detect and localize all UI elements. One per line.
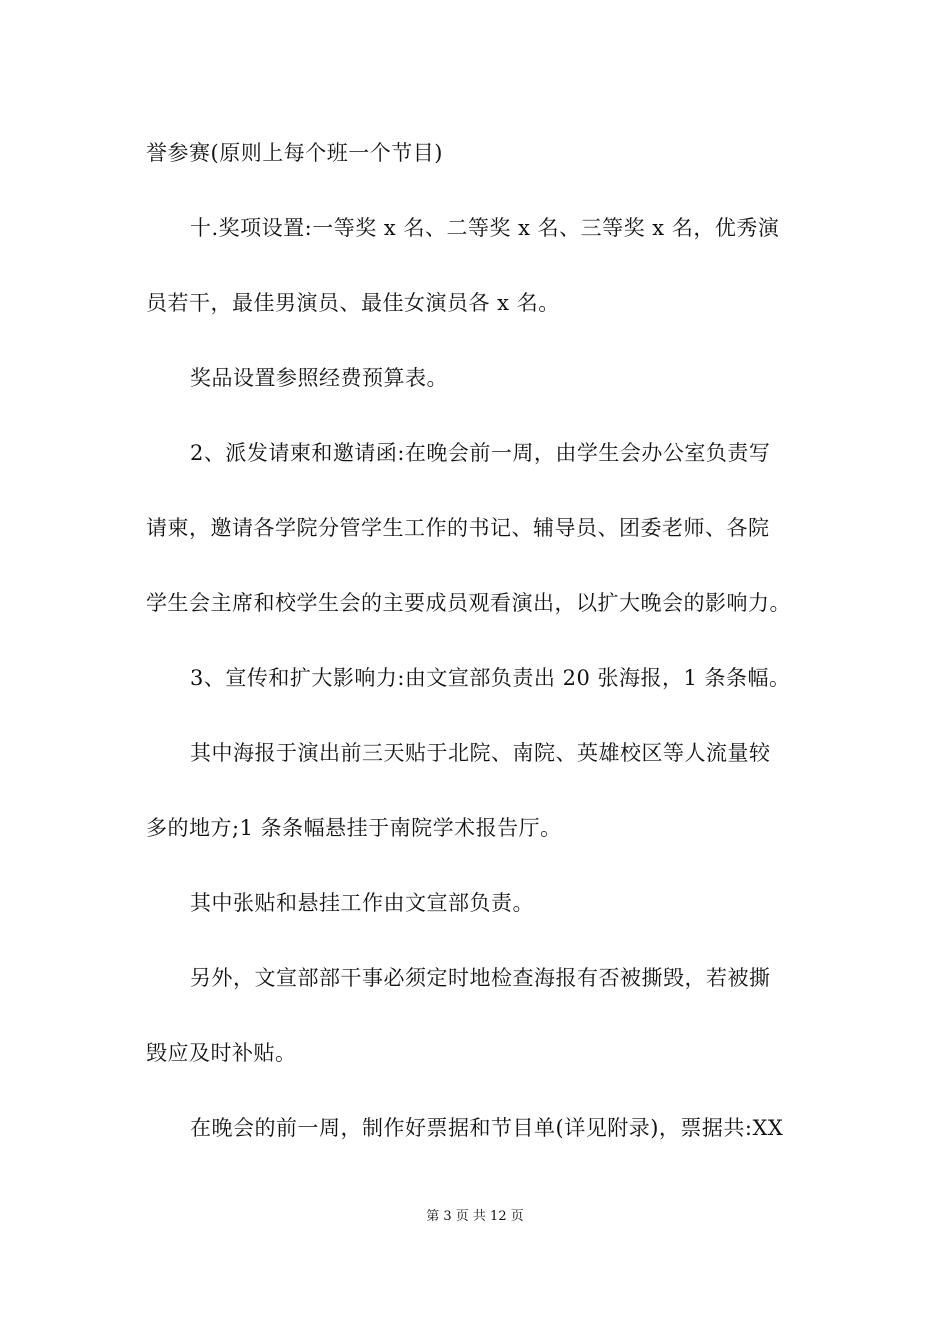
- text-line-1: 誉参赛(原则上每个班一个节目): [146, 141, 443, 165]
- text-line-12: 另外，文宣部部干事必须定时地检查海报有否被撕毁，若被撕: [190, 966, 771, 990]
- text-line-10: 多的地方;1 条条幅悬挂于南院学术报告厅。: [146, 816, 562, 840]
- text-line-4: 奖品设置参照经费预算表。: [190, 366, 448, 390]
- text-line-9: 其中海报于演出前三天贴于北院、南院、英雄校区等人流量较: [190, 741, 771, 765]
- text-line-14: 在晚会的前一周，制作好票据和节目单(详见附录)，票据共:XX: [190, 1116, 784, 1140]
- text-line-8: 3、宣传和扩大影响力:由文宣部负责出 20 张海报，1 条条幅。: [190, 666, 791, 690]
- text-line-6: 请柬，邀请各学院分管学生工作的书记、辅导员、团委老师、各院: [146, 516, 770, 540]
- text-line-13: 毁应及时补贴。: [146, 1041, 297, 1065]
- text-line-5: 2、派发请柬和邀请函:在晚会前一周，由学生会办公室负责写: [190, 441, 771, 465]
- text-line-11: 其中张贴和悬挂工作由文宣部负责。: [190, 891, 534, 915]
- text-line-7: 学生会主席和校学生会的主要成员观看演出，以扩大晚会的影响力。: [146, 591, 791, 615]
- text-line-2: 十.奖项设置:一等奖 x 名、二等奖 x 名、三等奖 x 名，优秀演: [190, 216, 780, 240]
- text-line-3: 员若干，最佳男演员、最佳女演员各 x 名。: [146, 291, 560, 315]
- page-number-footer: 第 3 页 共 12 页: [426, 1209, 524, 1224]
